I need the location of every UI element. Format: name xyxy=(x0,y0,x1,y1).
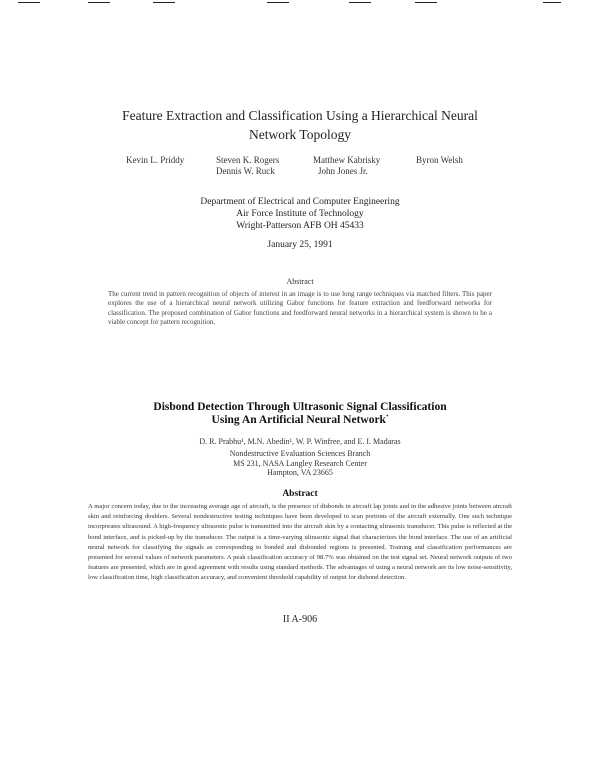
affiliation-line: Department of Electrical and Computer Engineering xyxy=(200,197,400,207)
paper1-abstract: The current trend in pattern recognition of objects of interest in an image is to use long range techniques via matched filters. This paper explores the use of a hierarchical neural network utilizing Gabor functions for feature extraction and feedforward networks for classification. The proposed combination of Gabor functions and feedforward neural networks in a hierarchical system is shown to be a viable concept for pattern recognition. xyxy=(108,290,492,327)
paper1-author: Matthew Kabrisky xyxy=(313,155,381,165)
paper1-author: Kevin L. Priddy xyxy=(126,155,185,165)
title-line xyxy=(100,414,500,427)
footnote-mark: * xyxy=(385,414,389,420)
affiliation-line: Hampton, VA 23665 xyxy=(267,468,333,477)
affiliation-line: Wright-Patterson AFB OH 45433 xyxy=(236,221,364,231)
scan-mark xyxy=(543,2,561,3)
affiliation-line: Air Force Institute of Technology xyxy=(236,209,364,219)
affiliation-line: Nondestructive Evaluation Sciences Branch xyxy=(229,449,371,458)
scan-mark xyxy=(153,2,175,3)
title-line: Disbond Detection Through Ultrasonic Signal Classification xyxy=(153,401,447,413)
scan-mark xyxy=(267,2,289,3)
paper1-date: January 25, 1991 xyxy=(267,240,333,250)
scan-mark xyxy=(349,2,371,3)
title-line-text: Using An Artificial Neural Network xyxy=(211,413,386,426)
paper2-abstract-heading: Abstract xyxy=(282,489,318,499)
affiliation-line: MS 231, NASA Langley Research Center xyxy=(233,458,367,468)
paper2-title xyxy=(100,401,500,426)
scan-mark xyxy=(18,2,40,3)
paper2-authors: D. R. Prabhu¹, M.N. Abedin¹, W. P. Winfree, and E. I. Madaras xyxy=(199,437,401,446)
scan-mark xyxy=(415,2,437,3)
paper2-affiliation xyxy=(0,449,600,478)
paper1-author: Dennis W. Ruck xyxy=(216,166,275,176)
paper1-affiliation xyxy=(0,196,600,232)
paper1-author: Steven K. Rogers xyxy=(216,155,280,165)
paper1-author: Byron Welsh xyxy=(416,155,463,165)
paper1-abstract-heading: Abstract xyxy=(286,277,314,286)
paper1-author: John Jones Jr. xyxy=(318,166,368,176)
paper2-abstract: A major concern today, due to the increasing average age of aircraft, is the presence of disbonds in aircraft lap joints and in the adhesive joints between aircraft skin and reinforcing doublers. Several nondestructive testing techniques have been developed to scan portions of the aircraft externally. One such technique incorporates ultrasound. A high-frequency ultrasonic pulse is transmitted into the aircraft skin by a contacting ultrasonic transducer. This pulse is reflected at the bond interface, and is picked-up by the transducer. The output is a time-varying ultrasonic signal that characterizes the bond interface. The use of an artificial neural network for classifying the signals as corresponding to bonded and disbonded regions is presented. Training and classification performances are presented for several values of network parameters. A peak classification accuracy of 98.7% was obtained on the test signal set. Neural network outputs of two features are presented, which are in good agreement with results using standard methods. The advantages of using a neural network are its low noise-sensitivity, low classification time, high classification accuracy, and convenient threshold capability of output for disbond detection. xyxy=(88,503,512,582)
page-number: II A-906 xyxy=(282,614,318,625)
scan-mark xyxy=(88,2,110,3)
paper1-title: Feature Extraction and Classification Using a Hierarchical Neural Network Topology xyxy=(122,108,478,142)
